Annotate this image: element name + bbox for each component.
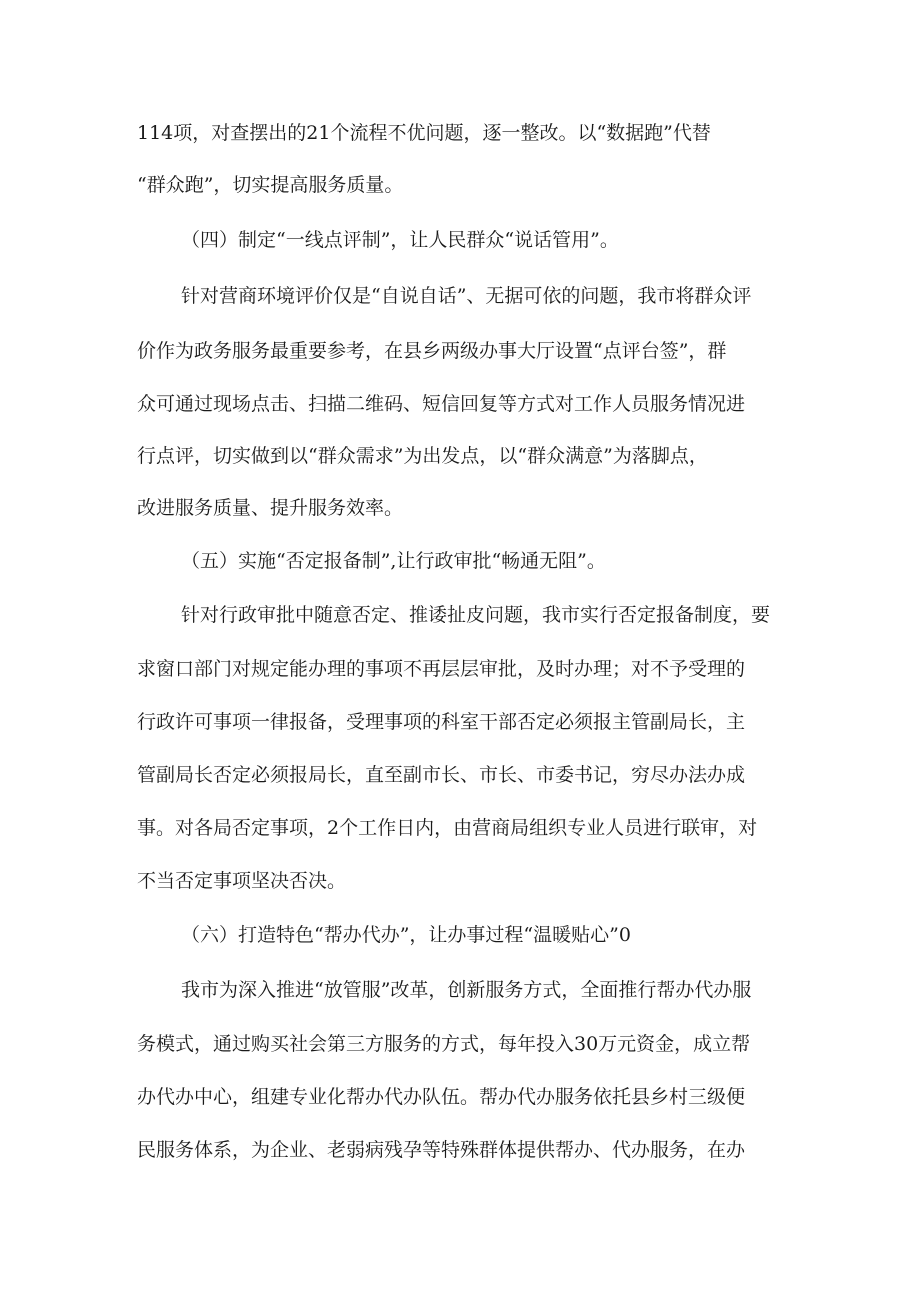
- section-heading: （五）实施“否定报备制”,让行政审批“畅通无阻”。: [181, 550, 606, 572]
- text-line: 针对行政审批中随意否定、推诿扯皮问题，我市实行否定报备制度，要: [181, 604, 771, 626]
- text-line: 我市为深入推进“放管服”改革，创新服务方式，全面推行帮办代办服: [181, 979, 752, 1001]
- text-line: 事。对各局否定事项，2个工作日内，由营商局组织专业人员进行联审，对: [137, 817, 758, 839]
- text-line: 求窗口部门对规定能办理的事项不再层层审批，及时办理；对不予受理的: [137, 658, 746, 680]
- text-line: 众可通过现场点击、扫描二维码、短信回复等方式对工作人员服务情况进: [137, 393, 746, 415]
- text-line: 不当否定事项坚决否决。: [137, 870, 347, 892]
- section-heading: （六）打造特色“帮办代办”，让办事过程“温暖贴心”0: [181, 924, 631, 946]
- section-heading: （四）制定“一线点评制”，让人民群众“说话管用”。: [181, 229, 619, 251]
- text-line: 改进服务质量、提升服务效率。: [137, 497, 404, 519]
- text-line: 务模式，通过购买社会第三方服务的方式，每年投入30万元资金，成立帮: [137, 1033, 751, 1055]
- text-line: 针对营商环境评价仅是“自说自话”、无据可依的问题，我市将群众评: [181, 285, 752, 307]
- text-line: “群众跑”，切实提高服务质量。: [137, 174, 404, 196]
- text-line: 价作为政务服务最重要参考，在县乡两级办事大厅设置“点评台签”，群: [137, 340, 727, 362]
- text-line: 行点评，切实做到以“群众需求”为出发点，以“群众满意”为落脚点，: [137, 445, 708, 467]
- text-line: 114项，对查摆出的21个流程不优问题，逐一整改。以“数据跑”代替: [137, 122, 711, 144]
- text-line: 办代办中心，组建专业化帮办代办队伍。帮办代办服务依托县乡村三级便: [137, 1086, 746, 1108]
- text-line: 民服务体系，为企业、老弱病残孕等特殊群体提供帮办、代办服务，在办: [137, 1139, 746, 1161]
- text-line: 管副局长否定必须报局长，直至副市长、市长、市委书记，穷尽办法办成: [137, 764, 746, 786]
- text-line: 行政许可事项一律报备，受理事项的科室干部否定必须报主管副局长，主: [137, 711, 746, 733]
